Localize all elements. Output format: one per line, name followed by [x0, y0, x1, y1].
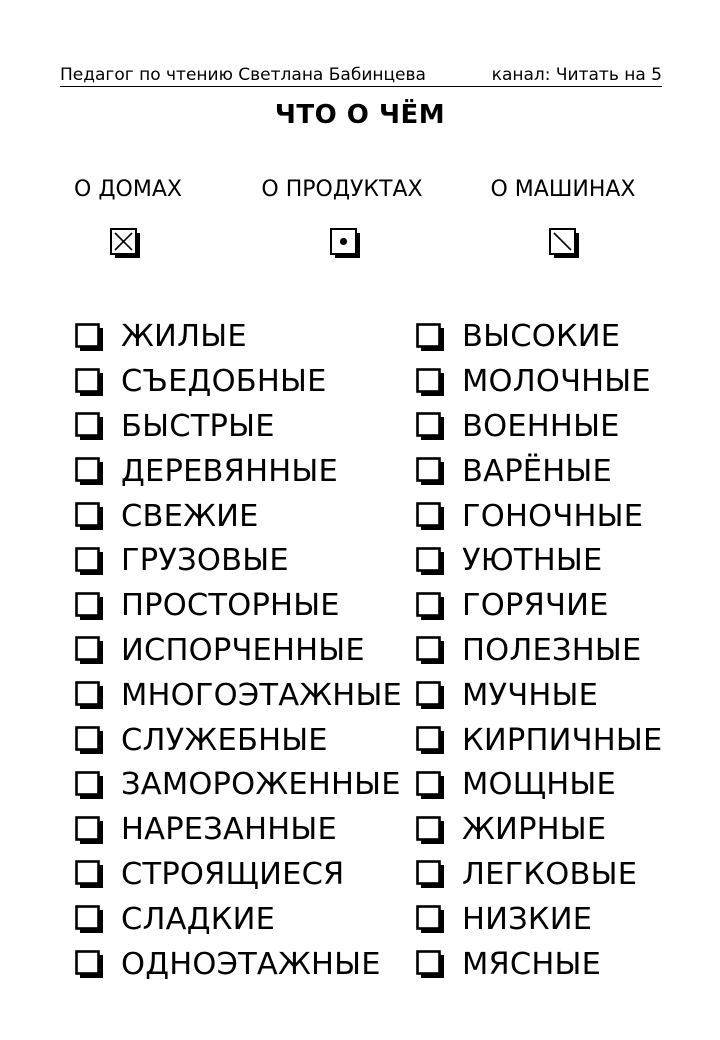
word-row [75, 897, 402, 942]
checkbox-icon[interactable] [416, 412, 445, 441]
word-row [416, 629, 662, 674]
checkbox-icon[interactable] [75, 592, 104, 621]
word-label: ВОЕННЫЕ [462, 408, 620, 444]
checkbox-icon[interactable] [75, 860, 104, 889]
checkbox-icon[interactable] [416, 323, 445, 352]
word-label: ВЫСОКИЕ [462, 319, 621, 355]
checkbox-icon[interactable] [75, 950, 104, 979]
category-label-cars: О МАШИНАХ [490, 177, 636, 202]
word-row [416, 449, 662, 494]
checkbox-icon[interactable] [416, 636, 445, 665]
checkbox-icon[interactable] [416, 905, 445, 934]
checkbox-icon[interactable] [416, 950, 445, 979]
checkbox-icon[interactable] [416, 860, 445, 889]
word-list-left [75, 315, 402, 987]
checkbox-icon[interactable] [75, 323, 104, 352]
checkbox-icon[interactable] [416, 771, 445, 800]
word-label: ДЕРЕВЯННЫЕ [121, 453, 338, 489]
word-row [75, 584, 402, 629]
dot-marker-icon [330, 228, 362, 260]
word-label: МОЛОЧНЫЕ [462, 364, 651, 400]
word-label: СЛУЖЕБНЫЕ [121, 722, 328, 758]
checkbox-icon[interactable] [416, 592, 445, 621]
word-row [416, 942, 662, 987]
word-label: УЮТНЫЕ [462, 543, 603, 579]
cross-marker-icon [110, 228, 142, 260]
checkbox-icon[interactable] [416, 457, 445, 486]
word-row [75, 494, 402, 539]
word-row [75, 763, 402, 808]
checkbox-icon[interactable] [75, 547, 104, 576]
word-row [416, 853, 662, 898]
checkbox-icon[interactable] [75, 681, 104, 710]
word-label: ПОЛЕЗНЫЕ [462, 632, 642, 668]
word-label: ПРОСТОРНЫЕ [121, 588, 340, 624]
word-row [416, 718, 662, 763]
word-row [75, 539, 402, 584]
checkbox-icon[interactable] [75, 412, 104, 441]
checkbox-icon[interactable] [75, 726, 104, 755]
word-label: КИРПИЧНЫЕ [462, 722, 663, 758]
word-row [416, 360, 662, 405]
word-row [75, 942, 402, 987]
checkbox-icon[interactable] [75, 816, 104, 845]
word-label: ГРУЗОВЫЕ [121, 543, 289, 579]
word-label: НАРЕЗАННЫЕ [121, 812, 337, 848]
word-row [75, 315, 402, 360]
word-row [416, 315, 662, 360]
word-label: СВЕЖИЕ [121, 498, 259, 534]
word-row [75, 449, 402, 494]
checkbox-icon[interactable] [416, 726, 445, 755]
word-row [75, 629, 402, 674]
word-label: ГОРЯЧИЕ [462, 588, 609, 624]
word-row [416, 584, 662, 629]
author-name: Педагог по чтению Светлана Бабинцева [60, 65, 426, 85]
word-label: СТРОЯЩИЕСЯ [121, 856, 345, 892]
checkbox-icon[interactable] [75, 368, 104, 397]
word-row [416, 763, 662, 808]
word-label: МОЩНЫЕ [462, 767, 616, 803]
checkbox-icon[interactable] [416, 816, 445, 845]
word-row [75, 405, 402, 450]
checkbox-icon[interactable] [416, 681, 445, 710]
word-row [416, 405, 662, 450]
word-label: ЗАМОРОЖЕННЫЕ [121, 767, 401, 803]
word-label: БЫСТРЫЕ [121, 408, 275, 444]
word-label: ЖИЛЫЕ [121, 319, 247, 355]
word-label: МЯСНЫЕ [462, 946, 602, 982]
word-label: ЛЕГКОВЫЕ [462, 856, 638, 892]
slash-marker-icon [549, 228, 581, 260]
word-label: ОДНОЭТАЖНЫЕ [121, 946, 381, 982]
word-label: МУЧНЫЕ [462, 677, 599, 713]
checkbox-icon[interactable] [75, 771, 104, 800]
word-label: НИЗКИЕ [462, 901, 593, 937]
page-header [60, 64, 662, 87]
word-row [75, 360, 402, 405]
checkbox-icon[interactable] [75, 905, 104, 934]
word-row [416, 897, 662, 942]
category-label-houses: О ДОМАХ [74, 177, 182, 202]
word-row [75, 853, 402, 898]
word-row [75, 673, 402, 718]
checkbox-icon[interactable] [416, 547, 445, 576]
checkbox-icon[interactable] [75, 636, 104, 665]
word-row [416, 673, 662, 718]
word-label: МНОГОЭТАЖНЫЕ [121, 677, 403, 713]
checkbox-icon[interactable] [416, 502, 445, 531]
page-title: ЧТО О ЧЁМ [274, 100, 446, 130]
word-label: СЛАДКИЕ [121, 901, 276, 937]
word-label: СЪЕДОБНЫЕ [121, 364, 327, 400]
category-label-food: О ПРОДУКТАХ [261, 177, 423, 202]
word-label: ВАРЁНЫЕ [462, 453, 612, 489]
word-row [416, 494, 662, 539]
word-list-right [416, 315, 662, 987]
channel-name: канал: Читать на 5 [491, 65, 662, 85]
word-row [416, 539, 662, 584]
word-row [75, 808, 402, 853]
checkbox-icon[interactable] [416, 368, 445, 397]
word-label: ЖИРНЫЕ [462, 812, 607, 848]
word-row [416, 808, 662, 853]
checkbox-icon[interactable] [75, 457, 104, 486]
word-label: ИСПОРЧЕННЫЕ [121, 632, 365, 668]
checkbox-icon[interactable] [75, 502, 104, 531]
word-label: ГОНОЧНЫЕ [462, 498, 644, 534]
word-row [75, 718, 402, 763]
